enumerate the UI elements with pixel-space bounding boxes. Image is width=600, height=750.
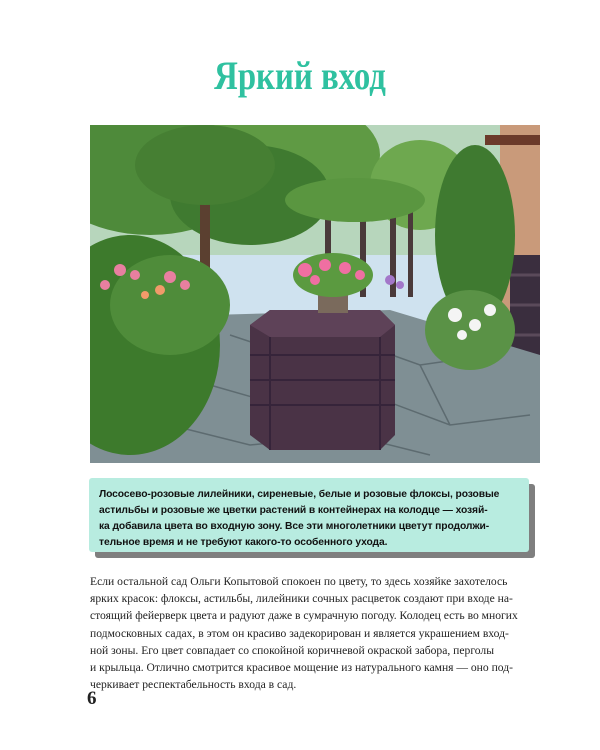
body-line: стоящий фейерверк цвета и радуют даже в сумрачную погоду. Колодец есть во многих bbox=[90, 609, 518, 623]
caption-line: тельное время и не требуют какого-то особенного ухода. bbox=[99, 537, 388, 548]
body-line: черкивает респектабельность входа в сад. bbox=[90, 678, 297, 692]
photo-caption bbox=[89, 478, 529, 552]
body-line: ярких красок: флоксы, астильбы, лилейники сочных расцветок создают при входе на- bbox=[90, 592, 513, 606]
body-line: ной зоны. Его цвет совпадает со спокойной коричневой окраской забора, перголы bbox=[90, 643, 495, 657]
garden-photo bbox=[90, 125, 540, 463]
body-line: и крыльца. Отлично смотрится красивое мощение из натурального камня — оно под- bbox=[90, 661, 514, 675]
page-title: Яркий вход bbox=[214, 53, 386, 98]
body-line: Если остальной сад Ольги Копытовой спокоен по цвету, то здесь хозяйке захотелось bbox=[90, 575, 508, 588]
caption-line: Лососево-розовые лилейники, сиреневые, белые и розовые флоксы, розовые bbox=[99, 489, 500, 500]
page-number: 6 bbox=[87, 688, 97, 709]
body-line: подмосковных садах, в этом он красиво задекорирован и является украшением вход- bbox=[90, 626, 509, 640]
caption-line: ка добавила цвета во входную зону. Все эти многолетники цветут продолжи- bbox=[99, 521, 490, 532]
caption-line: астильбы и розовые же цветки растений в контейнерах на колодце — хозяй- bbox=[99, 505, 488, 516]
body-paragraph bbox=[90, 573, 540, 693]
